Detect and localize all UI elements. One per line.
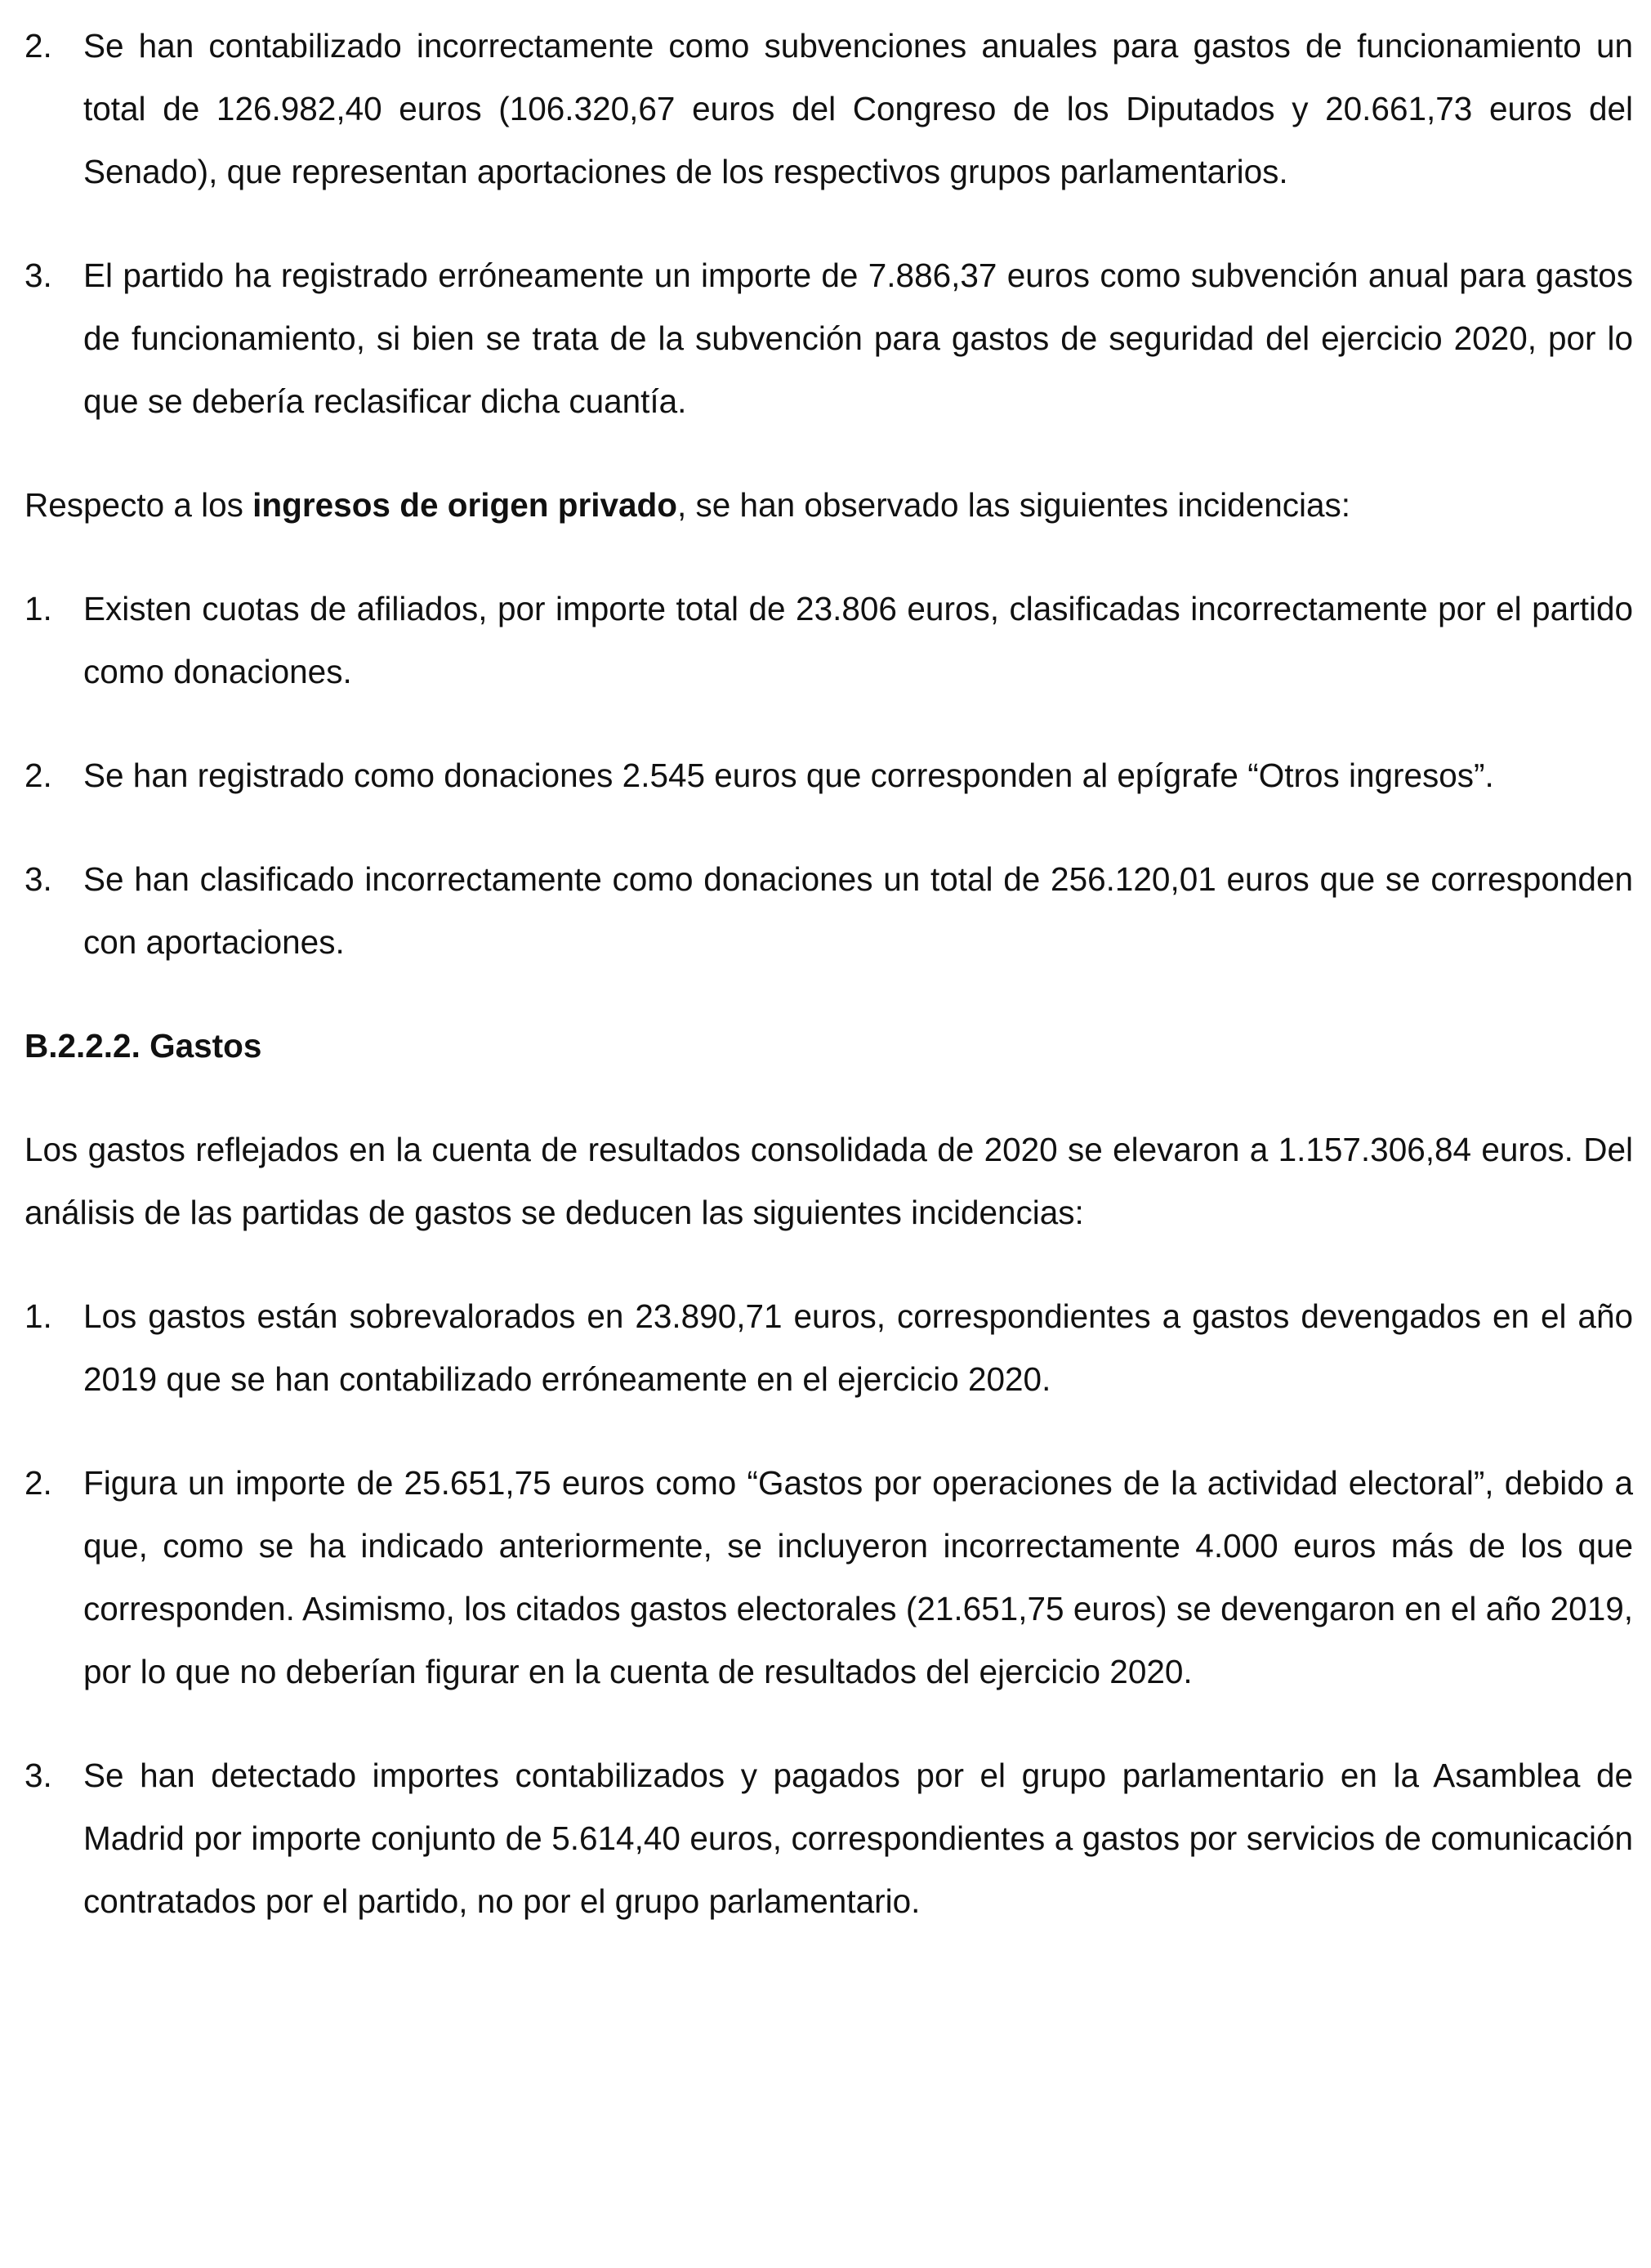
list-item-text: Se han contabilizado incorrectamente como subvenciones anuales para gastos de funcionamiento un total de 126.982,40 euros (106.320,67 euros del Congreso de los Diputados y 20.661,73 euros del Senado), que representan aportaciones de los respectivos grupos parlamentarios. (83, 27, 1633, 190)
list-item-number: 3. (25, 257, 52, 294)
list-item-number: 3. (25, 1757, 52, 1794)
list-item-text: Figura un importe de 25.651,75 euros como “Gastos por operaciones de la actividad electoral”, debido a que, como se ha indicado anteriormente, se incluyeron incorrectamente 4.000 euros más de los que corresponden. Asimismo, los citados gastos electorales (21.651,75 euros) se devengaron en el año 2019, por lo que no deberían figurar en la cuenta de resultados del ejercicio 2020. (83, 1464, 1633, 1690)
list-item-number: 2. (25, 27, 52, 65)
list-item (25, 1452, 1633, 1703)
intro-text-before: Respecto a los (25, 486, 253, 524)
list-item-number: 3. (25, 860, 52, 898)
list-item (25, 744, 1633, 807)
list-item-number: 2. (25, 1464, 52, 1502)
list-item-text: Existen cuotas de afiliados, por importe total de 23.806 euros, clasificadas incorrectamente por el partido como donaciones. (83, 590, 1633, 690)
section-heading: B.2.2.2. Gastos (25, 1027, 262, 1065)
list-item-text: Se han clasificado incorrectamente como donaciones un total de 256.120,01 euros que se corresponden con aportaciones. (83, 860, 1633, 961)
list-item (25, 15, 1633, 203)
list-item-number: 1. (25, 1297, 52, 1335)
private-income-intro (25, 474, 1633, 537)
list-item (25, 244, 1633, 433)
list-item (25, 848, 1633, 974)
list-item-text: Los gastos están sobrevalorados en 23.890,71 euros, correspondientes a gastos devengados en el año 2019 que se han contabilizado erróneamente en el ejercicio 2020. (83, 1297, 1633, 1398)
intro-text-bold: ingresos de origen privado (252, 486, 678, 524)
list-item-text: Se han detectado importes contabilizados y pagados por el grupo parlamentario en la Asamblea de Madrid por importe conjunto de 5.614,40 euros, correspondientes a gastos por servicios de comunicación contratados por el partido, no por el grupo parlamentario. (83, 1757, 1633, 1920)
expenses-intro: Los gastos reflejados en la cuenta de resultados consolidada de 2020 se elevaron a 1.157.306,84 euros. Del análisis de las partidas de gastos se deducen las siguientes incidencias: (25, 1131, 1633, 1231)
list-item-number: 2. (25, 757, 52, 794)
list-item (25, 578, 1633, 703)
document-page (25, 15, 1633, 1933)
list-item-text: El partido ha registrado erróneamente un importe de 7.886,37 euros como subvención anual para gastos de funcionamiento, si bien se trata de la subvención para gastos de seguridad del ejercicio 2020, por lo que se debería reclasificar dicha cuantía. (83, 257, 1633, 420)
intro-text-after: , se han observado las siguientes incidencias: (677, 486, 1351, 524)
list-item (25, 1744, 1633, 1933)
list-item-text: Se han registrado como donaciones 2.545 euros que corresponden al epígrafe “Otros ingresos”. (83, 757, 1494, 794)
list-item-number: 1. (25, 590, 52, 627)
list-item (25, 1285, 1633, 1411)
